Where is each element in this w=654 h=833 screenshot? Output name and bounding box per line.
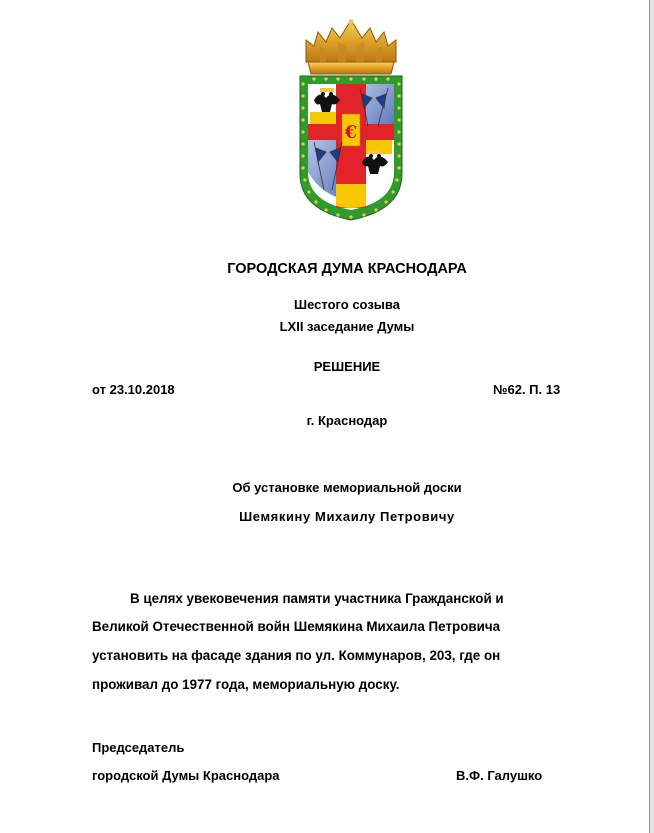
- decision-number: №62. П. 13: [493, 382, 561, 397]
- body-line-4: проживал до 1977 года, мемориальную доску.: [92, 677, 400, 692]
- document-type: РЕШЕНИЕ: [313, 359, 381, 374]
- subject-line-1: Об установке мемориальной доски: [232, 480, 462, 495]
- body-line-1: В целях увековечения памяти участника Гражданской и: [130, 591, 504, 606]
- session-line: LXII заседание Думы: [279, 319, 415, 334]
- svg-text:€: €: [344, 122, 358, 143]
- convocation-line: Шестого созыва: [294, 297, 400, 312]
- crown-icon: [306, 20, 396, 75]
- krasnodar-coat-of-arms-icon: [296, 14, 406, 224]
- subject-line-2: Шемякину Михаилу Петровичу: [239, 509, 455, 524]
- signature-name: В.Ф. Галушко: [456, 768, 543, 783]
- place-line: г. Краснодар: [306, 413, 388, 428]
- organization-title: ГОРОДСКАЯ ДУМА КРАСНОДАРА: [227, 261, 467, 277]
- signature-title-2: городской Думы Краснодара: [92, 768, 280, 783]
- signature-title-1: Председатель: [92, 740, 185, 755]
- body-line-3: установить на фасаде здания по ул. Коммунаров, 203, где он: [92, 648, 501, 663]
- body-line-2: Великой Отечественной войн Шемякина Михаила Петровича: [92, 619, 501, 634]
- decision-date: от 23.10.2018: [92, 382, 175, 397]
